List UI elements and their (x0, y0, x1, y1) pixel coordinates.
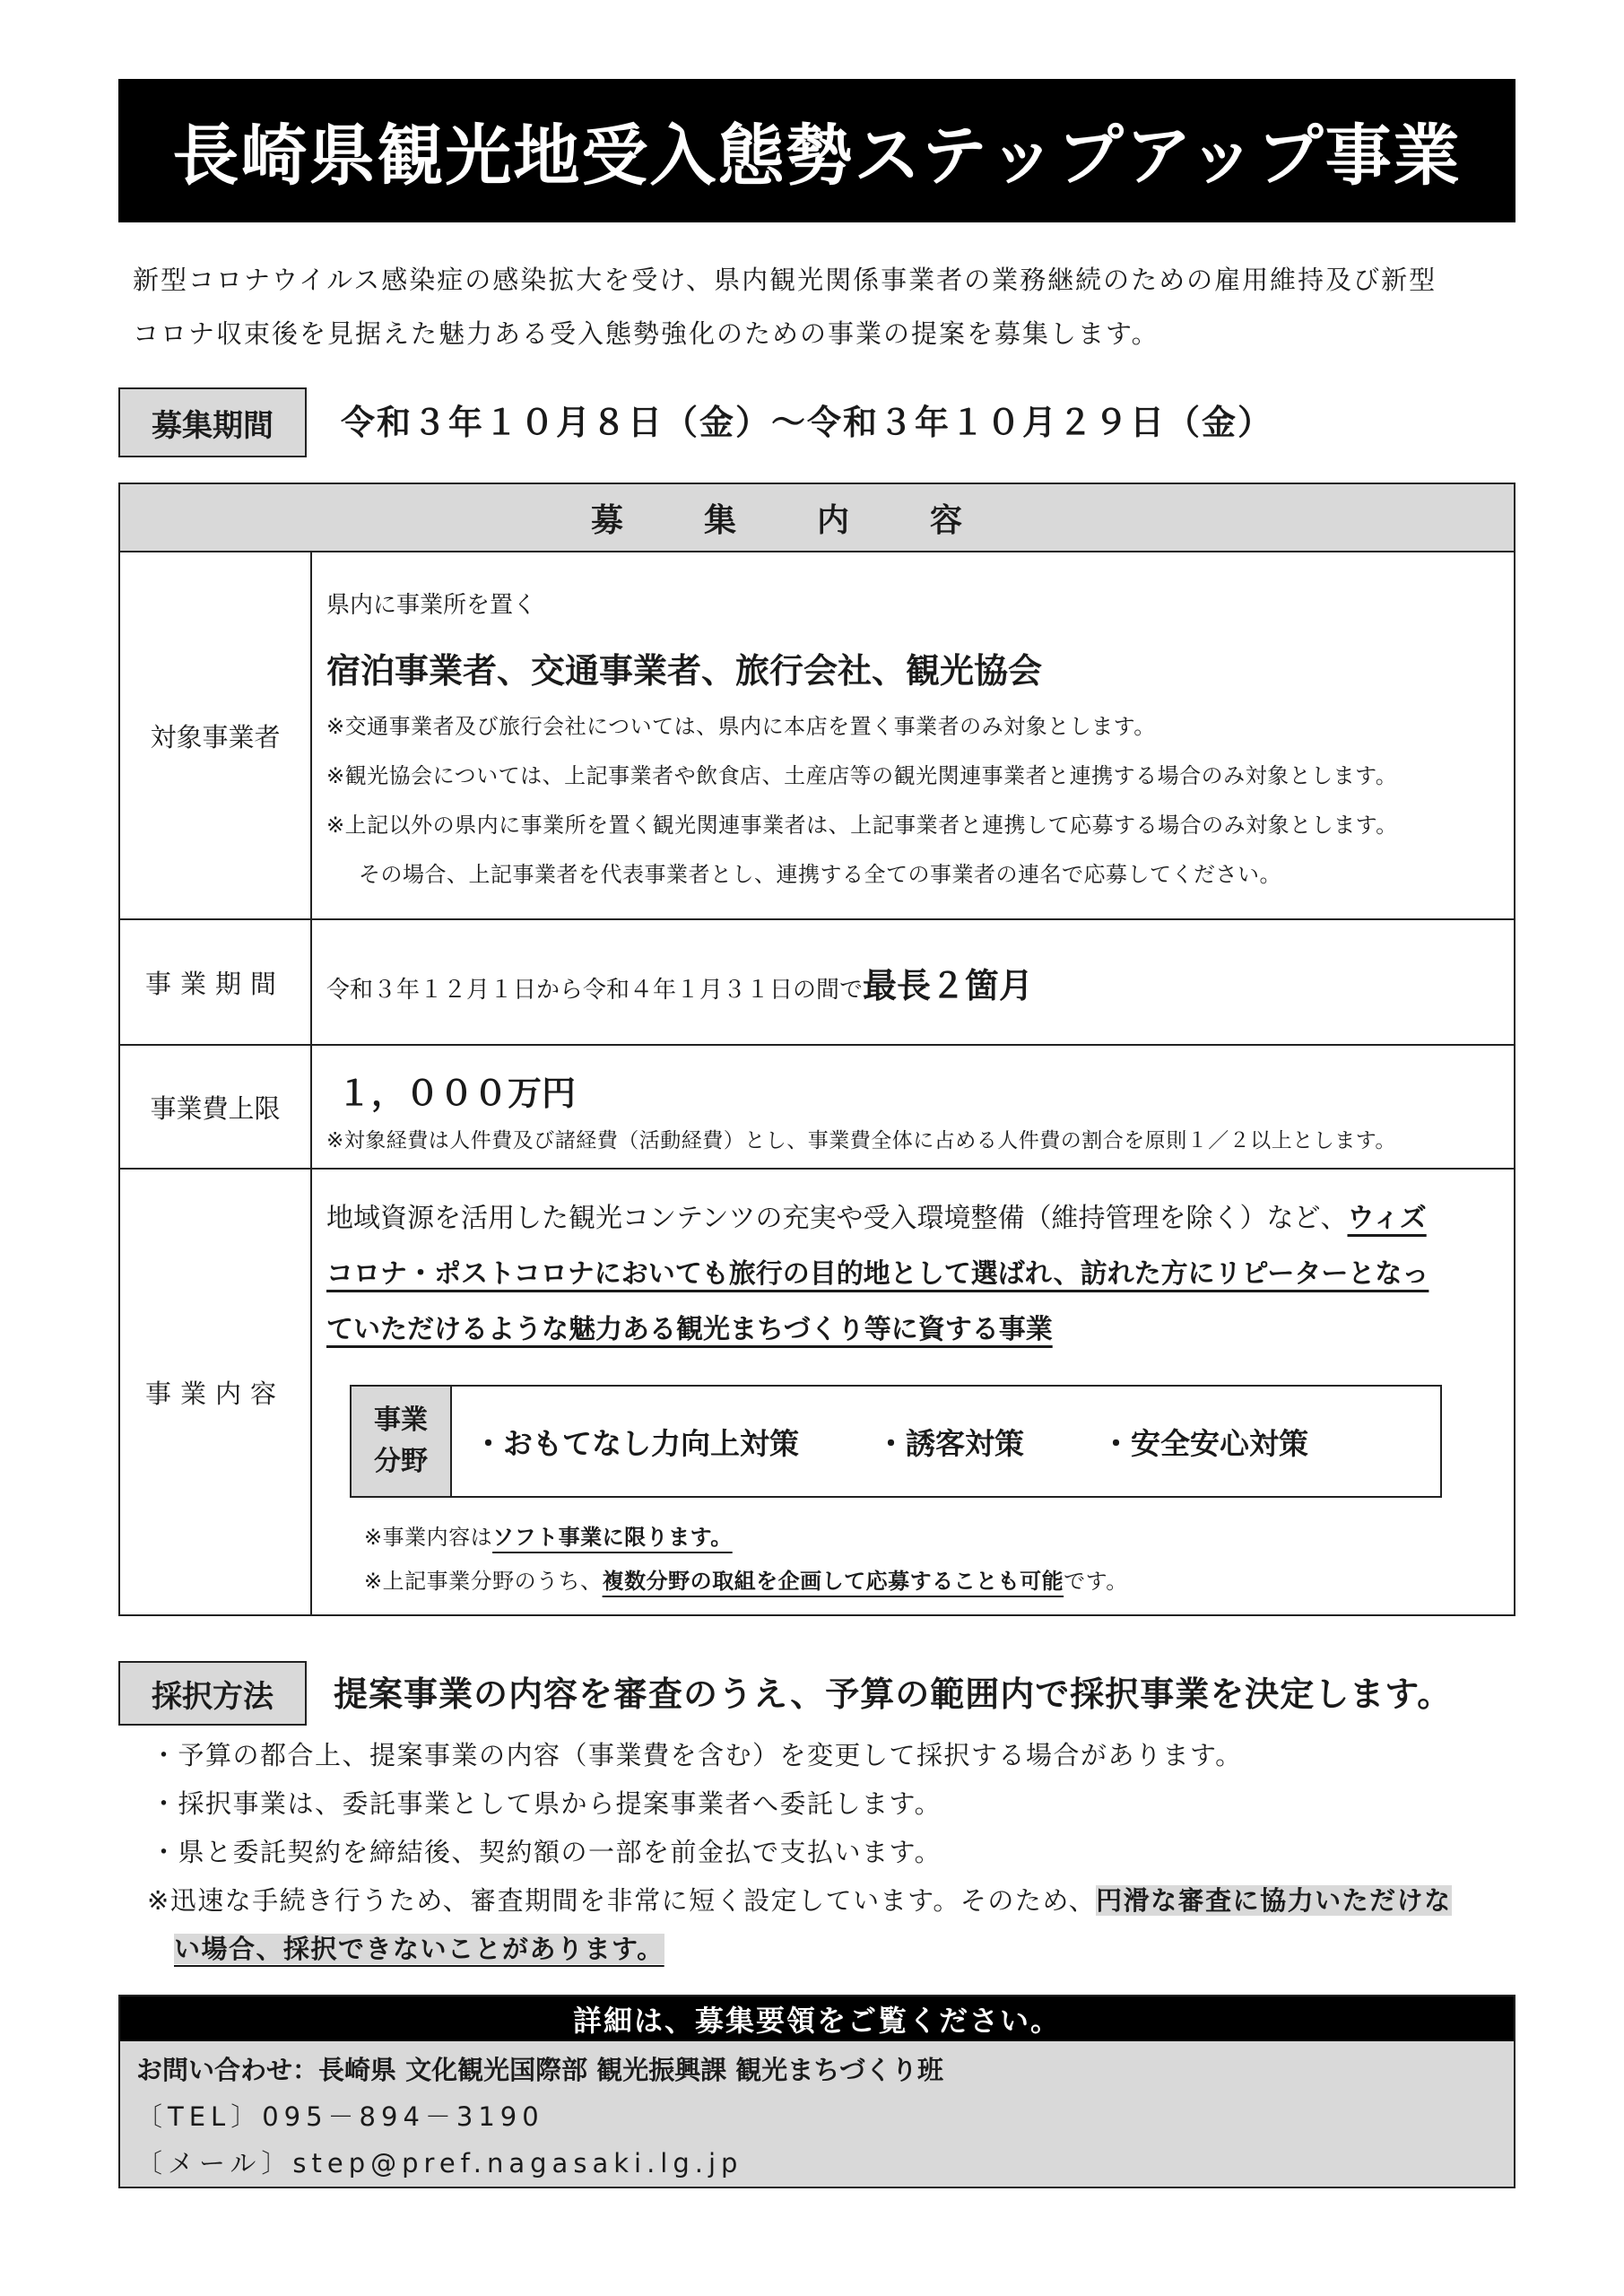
selection-bullet-1: ・予算の都合上、提案事業の内容（事業費を含む）を変更して採択する場合があります。 (151, 1740, 1243, 1770)
content-note-1-bold: ソフト事業に限ります。 (492, 1525, 733, 1550)
target-note-2: ※観光協会については、上記事業者や飲食店、土産店等の観光関連事業者と連携する場合のみ対象とします。 (326, 763, 1398, 788)
content-line-3: ていただけるような魅力ある観光まちづくり等に資する事業 (326, 1314, 1053, 1345)
content-description (326, 1191, 1514, 1358)
field-item-safety: ・安全安心対策 (1101, 1425, 1308, 1461)
selection-bullet-3: ・県と委託契約を締結後、契約額の一部を前金払で支払います。 (151, 1837, 942, 1867)
business-field-box (350, 1385, 1442, 1498)
field-label-line-1: 事業 (374, 1405, 428, 1436)
target-pre: 県内に事業所を置く (326, 592, 537, 619)
content-label: 事業内容 (119, 1169, 311, 1615)
content-line-1: 地域資源を活用した観光コンテンツの充実や受入環境整備（維持管理を除く）など、 (326, 1203, 1348, 1234)
field-item-hospitality: ・おもてなし力向上対策 (473, 1425, 799, 1461)
field-item-attraction: ・誘客対策 (876, 1425, 1024, 1461)
field-label (352, 1387, 452, 1496)
term-content (311, 919, 1515, 1045)
intro-text (133, 253, 1514, 361)
content-line-1-bold: ウィズ (1347, 1203, 1427, 1234)
target-note-3: ※上記以外の県内に事業所を置く観光関連事業者は、上記事業者と連携して応募する場合のみ対象とします。 (326, 813, 1398, 838)
contact-box (118, 1995, 1515, 2188)
term-bold: 最長２箇月 (863, 965, 1034, 1005)
target-main: 宿泊事業者、交通事業者、旅行会社、観光協会 (326, 651, 1043, 691)
term-label: 事業期間 (119, 919, 311, 1045)
target-note-4: その場合、上記事業者を代表事業者とし、連携する全ての事業者の連名で応募してください。 (359, 862, 1281, 887)
field-items (452, 1387, 1385, 1496)
content-body (311, 1169, 1515, 1615)
content-note-2-plain: ※上記事業分野のうち、 (364, 1569, 603, 1594)
recruitment-table (118, 483, 1515, 1616)
contact-body (120, 2041, 1514, 2192)
contact-header: 詳細は、募集要領をご覧ください。 (120, 1996, 1514, 2041)
content-note-1 (364, 1519, 1514, 1551)
content-line-2: コロナ・ポストコロナにおいても旅行の目的地として選ばれ、訪れた方にリピーターとなっ (326, 1258, 1429, 1290)
page-title: 長崎県観光地受入態勢ステップアップ事業 (118, 79, 1515, 222)
field-label-line-2: 分野 (374, 1446, 428, 1477)
term-text: 令和３年１２月１日から令和４年１月３１日の間で (326, 976, 864, 1004)
content-note-2-end: です。 (1064, 1569, 1128, 1594)
target-note-1: ※交通事業者及び旅行会社については、県内に本店を置く事業者のみ対象とします。 (326, 714, 1156, 739)
selection-title: 提案事業の内容を審査のうえ、予算の範囲内で採択事業を決定します。 (334, 1674, 1453, 1714)
target-content (311, 552, 1515, 919)
intro-line-1: 新型コロナウイルス感染症の感染拡大を受け、県内観光関係事業者の業務継続のための雇用維持及び新型 (133, 265, 1437, 295)
target-label: 対象事業者 (119, 552, 311, 919)
selection-note-cont (174, 1925, 1452, 1973)
contact-tel: 〔TEL〕095－894－3190 (136, 2101, 544, 2132)
selection-bullet-2: ・採択事業は、委託事業として県から提案事業者へ委託します。 (151, 1788, 942, 1819)
intro-line-2: コロナ収束後を見据えた魅力ある受入態勢強化のための事業の提案を募集します。 (133, 318, 1159, 349)
content-note-2-bold: 複数分野の取組を企画して応募することも可能 (602, 1569, 1064, 1594)
contact-mail[interactable]: 〔メール〕step@pref.nagasaki.lg.jp (136, 2148, 743, 2179)
selection-note-bold-1: 円滑な審査に協力いただけな (1096, 1885, 1452, 1916)
selection-note-bold-2: い場合、採択できないことがあります。 (174, 1934, 664, 1964)
selection-note-plain: ※迅速な手続き行うため、審査期間を非常に短く設定しています。そのため、 (147, 1885, 1097, 1916)
budget-amount: １，０００万円 (337, 1074, 577, 1113)
period-text: 令和３年１０月８日（金）～令和３年１０月２９日（金） (341, 403, 1274, 442)
selection-bullets (147, 1731, 1452, 1973)
budget-note: ※対象経費は人件費及び諸経費（活動経費）とし、事業費全体に占める人件費の割合を原則１／２以上とします。 (326, 1129, 1396, 1152)
content-note-2 (364, 1563, 1514, 1595)
content-note-1-plain: ※事業内容は (364, 1525, 493, 1550)
selection-label: 採択方法 (118, 1661, 307, 1726)
budget-content (311, 1045, 1515, 1169)
budget-label: 事業費上限 (119, 1045, 311, 1169)
selection-note (147, 1876, 1452, 1925)
table-header: 募集内容 (119, 483, 1515, 552)
period-label: 募集期間 (118, 387, 307, 457)
contact-department: お問い合わせ：長崎県 文化観光国際部 観光振興課 観光まちづくり班 (136, 2055, 943, 2085)
